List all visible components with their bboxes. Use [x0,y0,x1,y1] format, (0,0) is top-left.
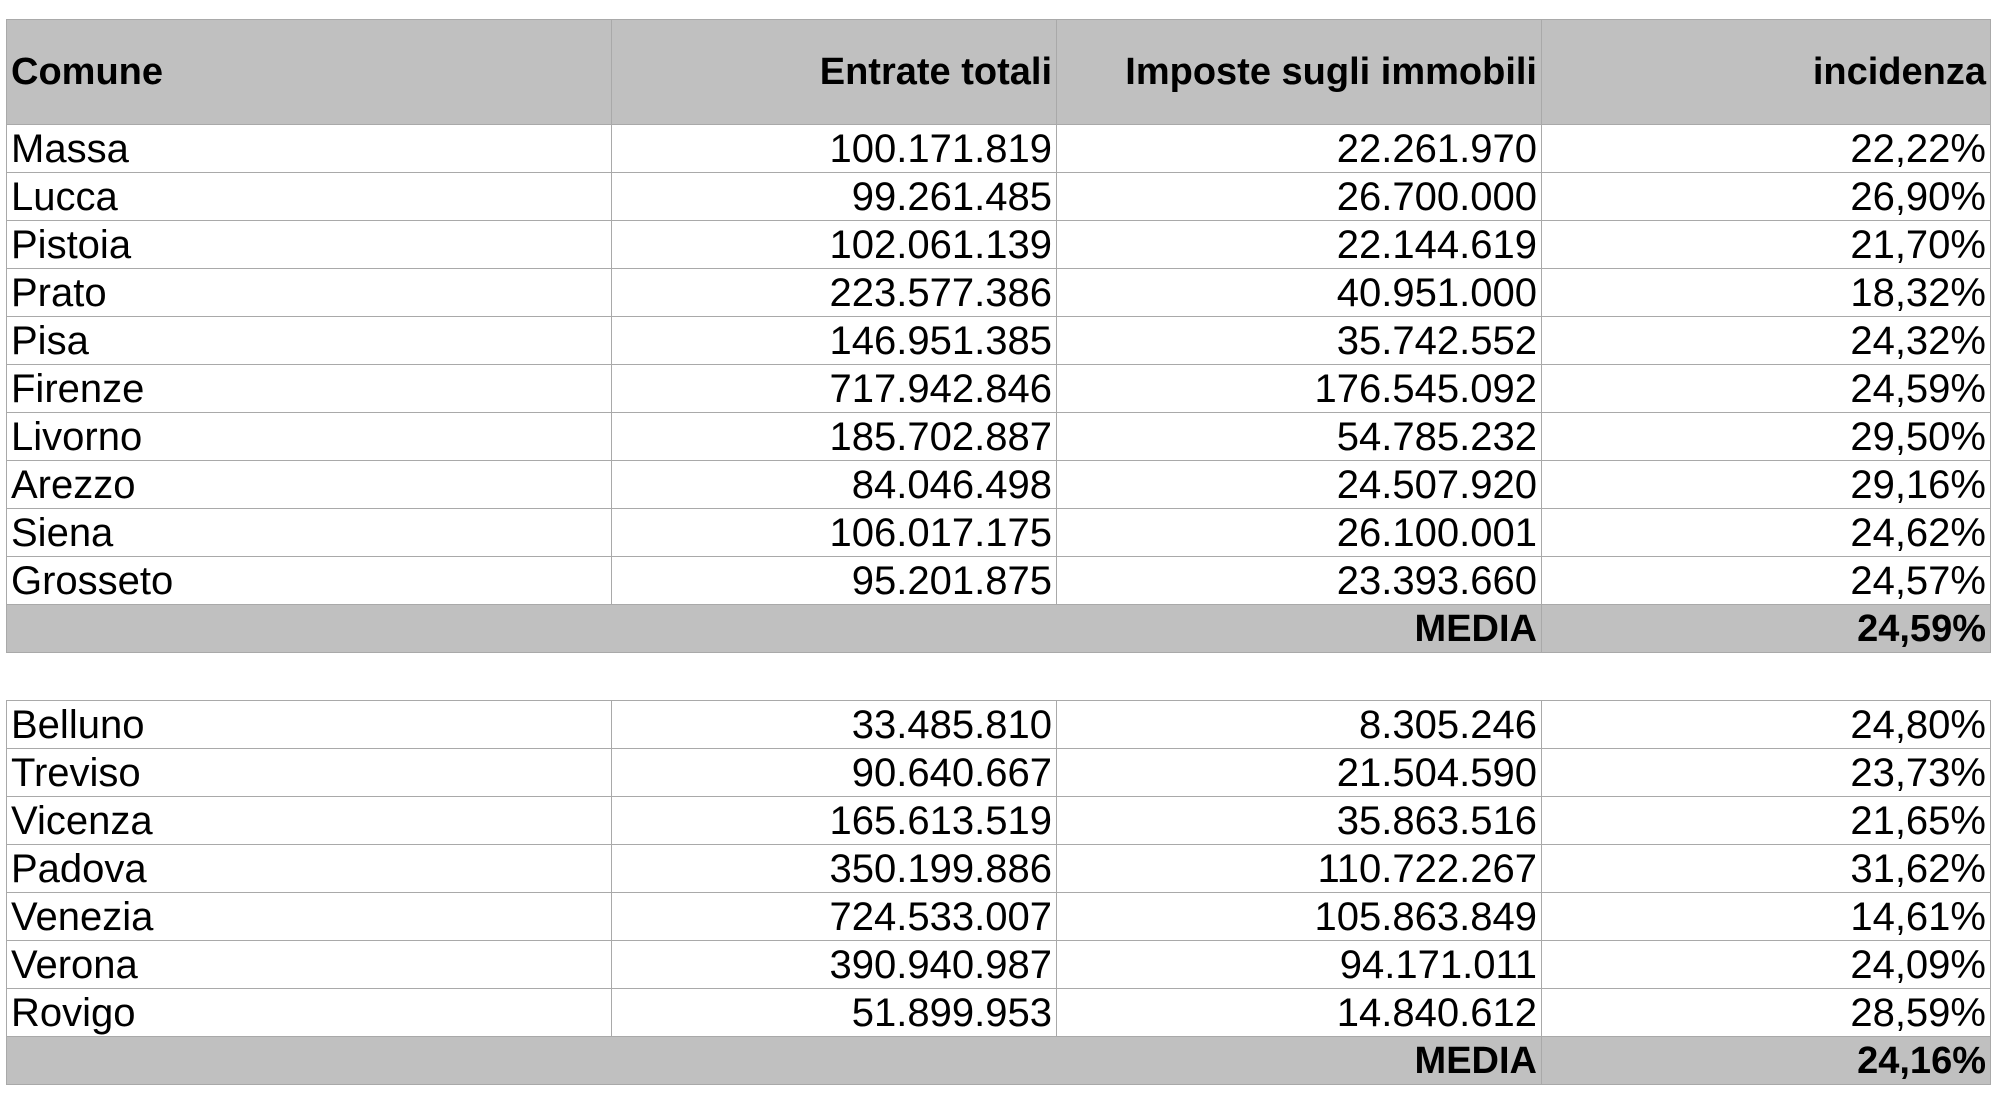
cell-imposte-immobili[interactable]: 14.840.612 [1057,989,1542,1037]
cell-incidenza[interactable]: 24,59% [1542,365,1991,413]
average-value[interactable]: 24,16% [1542,1037,1991,1085]
header-imposte-immobili[interactable]: Imposte sugli immobili [1057,20,1542,125]
table-row [7,173,1991,221]
cell-incidenza[interactable]: 24,57% [1542,557,1991,605]
cell-comune[interactable]: Siena [7,509,612,557]
toscana-section [7,125,1991,605]
header-comune[interactable]: Comune [7,20,612,125]
cell-incidenza[interactable]: 21,70% [1542,221,1991,269]
average-row [7,605,1991,653]
cell-entrate-totali[interactable]: 165.613.519 [612,797,1057,845]
cell-incidenza[interactable]: 29,16% [1542,461,1991,509]
average-value[interactable]: 24,59% [1542,605,1991,653]
veneto-average [7,1037,1991,1085]
cell-comune[interactable]: Pistoia [7,221,612,269]
header-row [7,20,1991,125]
cell-imposte-immobili[interactable]: 22.261.970 [1057,125,1542,173]
cell-incidenza[interactable]: 24,62% [1542,509,1991,557]
cell-imposte-immobili[interactable]: 35.742.552 [1057,317,1542,365]
cell-entrate-totali[interactable]: 102.061.139 [612,221,1057,269]
cell-imposte-immobili[interactable]: 40.951.000 [1057,269,1542,317]
header-incidenza[interactable]: incidenza [1542,20,1991,125]
cell-incidenza[interactable]: 31,62% [1542,845,1991,893]
table-row [7,365,1991,413]
cell-imposte-immobili[interactable]: 23.393.660 [1057,557,1542,605]
cell-entrate-totali[interactable]: 95.201.875 [612,557,1057,605]
cell-entrate-totali[interactable]: 146.951.385 [612,317,1057,365]
table-row [7,989,1991,1037]
cell-imposte-immobili[interactable]: 26.100.001 [1057,509,1542,557]
table-row [7,317,1991,365]
average-label[interactable]: MEDIA [7,1037,1542,1085]
cell-entrate-totali[interactable]: 51.899.953 [612,989,1057,1037]
cell-incidenza[interactable]: 24,09% [1542,941,1991,989]
cell-imposte-immobili[interactable]: 54.785.232 [1057,413,1542,461]
cell-entrate-totali[interactable]: 99.261.485 [612,173,1057,221]
cell-entrate-totali[interactable]: 90.640.667 [612,749,1057,797]
cell-comune[interactable]: Venezia [7,893,612,941]
cell-imposte-immobili[interactable]: 26.700.000 [1057,173,1542,221]
veneto-section [7,701,1991,1037]
data-table [6,19,1991,1085]
table-row [7,461,1991,509]
cell-comune[interactable]: Grosseto [7,557,612,605]
cell-entrate-totali[interactable]: 84.046.498 [612,461,1057,509]
header-entrate-totali[interactable]: Entrate totali [612,20,1057,125]
table-row [7,701,1991,749]
cell-comune[interactable]: Treviso [7,749,612,797]
cell-incidenza[interactable]: 26,90% [1542,173,1991,221]
cell-entrate-totali[interactable]: 100.171.819 [612,125,1057,173]
cell-entrate-totali[interactable]: 717.942.846 [612,365,1057,413]
spreadsheet [6,19,1990,1085]
cell-incidenza[interactable]: 22,22% [1542,125,1991,173]
cell-incidenza[interactable]: 29,50% [1542,413,1991,461]
cell-imposte-immobili[interactable]: 110.722.267 [1057,845,1542,893]
table-row [7,941,1991,989]
cell-comune[interactable]: Belluno [7,701,612,749]
table-row [7,845,1991,893]
cell-comune[interactable]: Pisa [7,317,612,365]
cell-incidenza[interactable]: 21,65% [1542,797,1991,845]
cell-entrate-totali[interactable]: 724.533.007 [612,893,1057,941]
cell-entrate-totali[interactable]: 350.199.886 [612,845,1057,893]
cell-comune[interactable]: Prato [7,269,612,317]
section-spacer [7,653,1991,701]
table-row [7,125,1991,173]
table-row [7,557,1991,605]
cell-comune[interactable]: Verona [7,941,612,989]
table-row [7,269,1991,317]
cell-comune[interactable]: Rovigo [7,989,612,1037]
cell-incidenza[interactable]: 23,73% [1542,749,1991,797]
cell-imposte-immobili[interactable]: 176.545.092 [1057,365,1542,413]
cell-incidenza[interactable]: 14,61% [1542,893,1991,941]
cell-entrate-totali[interactable]: 185.702.887 [612,413,1057,461]
cell-incidenza[interactable]: 24,80% [1542,701,1991,749]
cell-imposte-immobili[interactable]: 8.305.246 [1057,701,1542,749]
toscana-average [7,605,1991,653]
cell-imposte-immobili[interactable]: 21.504.590 [1057,749,1542,797]
average-row [7,1037,1991,1085]
cell-imposte-immobili[interactable]: 105.863.849 [1057,893,1542,941]
cell-comune[interactable]: Livorno [7,413,612,461]
cell-incidenza[interactable]: 18,32% [1542,269,1991,317]
cell-incidenza[interactable]: 28,59% [1542,989,1991,1037]
table-row [7,509,1991,557]
cell-imposte-immobili[interactable]: 24.507.920 [1057,461,1542,509]
table-row [7,893,1991,941]
table-row [7,797,1991,845]
cell-comune[interactable]: Vicenza [7,797,612,845]
cell-imposte-immobili[interactable]: 35.863.516 [1057,797,1542,845]
cell-comune[interactable]: Padova [7,845,612,893]
table-row [7,413,1991,461]
cell-entrate-totali[interactable]: 106.017.175 [612,509,1057,557]
spacer-row [7,653,1991,701]
spacer-cell[interactable] [7,653,1991,701]
table-row [7,749,1991,797]
cell-entrate-totali[interactable]: 33.485.810 [612,701,1057,749]
cell-comune[interactable]: Lucca [7,173,612,221]
cell-imposte-immobili[interactable]: 94.171.011 [1057,941,1542,989]
cell-comune[interactable]: Arezzo [7,461,612,509]
table-row [7,221,1991,269]
cell-comune[interactable]: Firenze [7,365,612,413]
cell-comune[interactable]: Massa [7,125,612,173]
cell-entrate-totali[interactable]: 390.940.987 [612,941,1057,989]
average-label[interactable]: MEDIA [7,605,1542,653]
cell-entrate-totali[interactable]: 223.577.386 [612,269,1057,317]
cell-incidenza[interactable]: 24,32% [1542,317,1991,365]
cell-imposte-immobili[interactable]: 22.144.619 [1057,221,1542,269]
